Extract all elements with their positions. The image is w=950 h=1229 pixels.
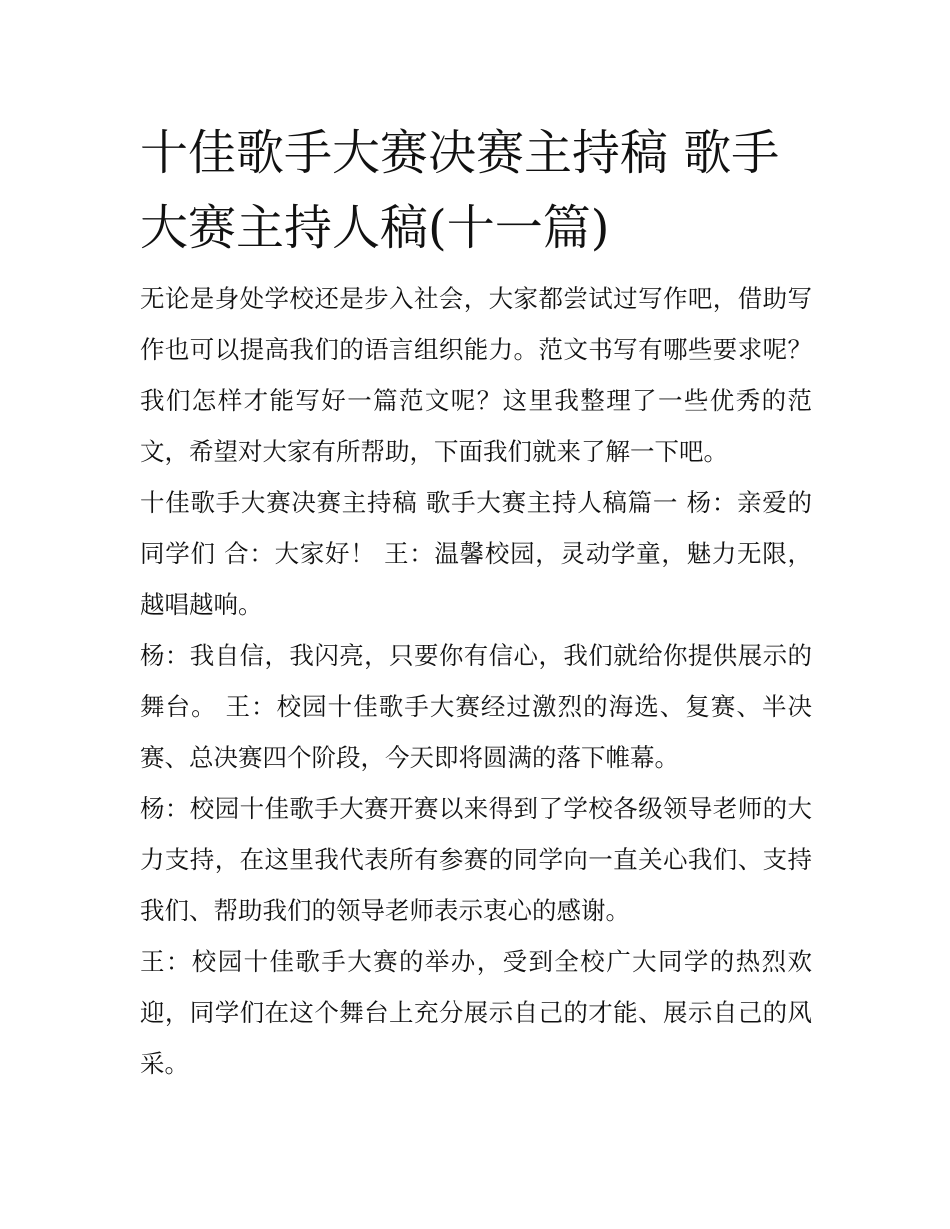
document-title: 十佳歌手大赛决赛主持稿 歌手大赛主持人稿(十一篇) <box>140 125 780 256</box>
paragraph-wang: 王：校园十佳歌手大赛的举办，受到全校广大同学的热烈欢迎，同学们在这个舞台上充分展示自己的才能、展示自己的风采。 <box>140 947 812 1078</box>
document-body <box>140 273 812 1089</box>
document-content <box>140 116 812 1089</box>
paragraph-yang-2: 杨：校园十佳歌手大赛开赛以来得到了学校各级领导老师的大力支持，在这里我代表所有参赛的同学向一直关心我们、支持我们、帮助我们的领导老师表示衷心的感谢。 <box>140 794 812 925</box>
paragraph-yang-1: 杨：我自信，我闪亮，只要你有信心，我们就给你提供展示的舞台。 王：校园十佳歌手大赛经过激烈的海选、复赛、半决赛、总决赛四个阶段，今天即将圆满的落下帷幕。 <box>140 641 812 772</box>
paragraph-intro: 无论是身处学校还是步入社会，大家都尝试过写作吧，借助写作也可以提高我们的语言组织能力。范文书写有哪些要求呢？我们怎样才能写好一篇范文呢？这里我整理了一些优秀的范文，希望对大家有所帮助，下面我们就来了解一下吧。 <box>140 284 812 466</box>
paragraph-opening: 十佳歌手大赛决赛主持稿 歌手大赛主持人稿篇一 杨：亲爱的同学们 合：大家好！ 王：温馨校园，灵动学童，魅力无限，越唱越响。 <box>140 488 812 619</box>
